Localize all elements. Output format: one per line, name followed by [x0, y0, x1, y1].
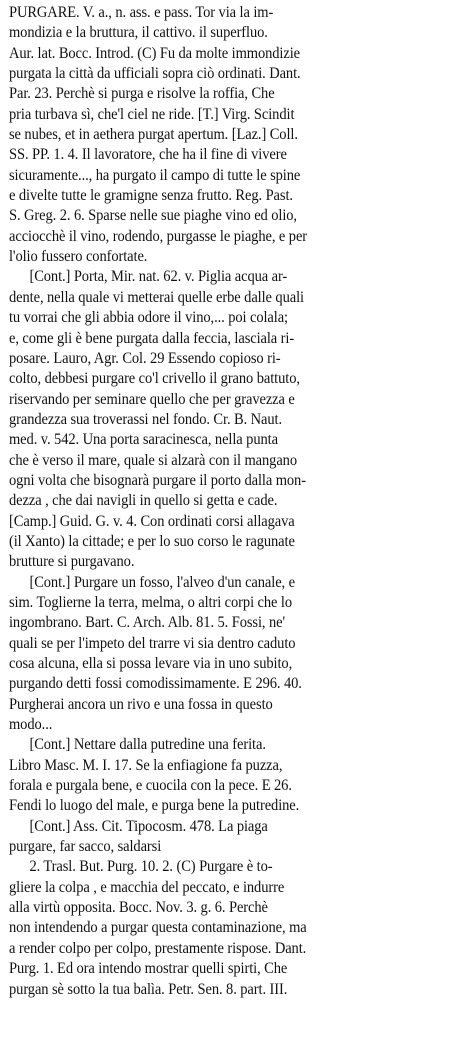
entry-line: gliere la colpa , e macchia del peccato, e indurre: [9, 878, 285, 896]
entry-line: quali se per l'impeto del trarre vi sia dentro caduto: [9, 634, 296, 652]
entry-line: cosa alcuna, ella si possa levare via in uno subito,: [9, 655, 293, 672]
entry-line: a render colpo per colpo, prestamente rispose. Dant.: [9, 939, 307, 957]
entry-line: S. Greg. 2. 6. Sparse nelle sue piaghe vino ed olio,: [9, 207, 297, 225]
entry-line: grandezza sua troverassi nel fondo. Cr. B. Naut.: [9, 410, 283, 428]
entry-line: Purgherai ancora un rivo e una fossa in questo: [9, 695, 273, 713]
entry-line: 2. Trasl. But. Purg. 10. 2. (C) Purgare è to-: [29, 858, 273, 876]
entry-line: [Camp.] Guid. G. v. 4. Con ordinati corsi allagava: [9, 512, 295, 530]
entry-line: sicuramente..., ha purgato il campo di tutte le spine: [9, 166, 301, 184]
entry-line: purgata la città da ufficiali sopra ciò ordinati. Dant.: [9, 65, 301, 83]
entry-line: purgan sè sotto la tua balìa. Petr. Sen. 8. part. III.: [9, 980, 288, 998]
entry-line: e, come gli è bene purgata dalla feccia, lasciala ri-: [9, 329, 295, 347]
entry-line: purgare, far sacco, saldarsi: [9, 838, 162, 856]
entry-line: sim. Toglierne la terra, melma, o altri corpi che lo: [9, 593, 293, 611]
entry-line: [Cont.] Purgare un fosso, l'alveo d'un canale, e: [29, 573, 295, 591]
entry-line: tu vorrai che gli abbia odore il vino,... poi colala;: [9, 309, 288, 327]
entry-line: posare. Lauro, Agr. Col. 29 Essendo copioso ri-: [9, 349, 281, 367]
entry-line: ingombrano. Bart. C. Arch. Alb. 81. 5. Fossi, ne': [9, 614, 286, 632]
entry-line: mondizia e la bruttura, il cattivo. il superfluo.: [9, 24, 268, 42]
entry-line: Par. 23. Perchè si purga e risolve la roffia, Che: [9, 85, 275, 103]
entry-line: SS. PP. 1. 4. Il lavoratore, che ha il fine di vivere: [9, 146, 287, 164]
entry-line: modo...: [9, 716, 53, 734]
entry-line: alla virtù opposita. Bocc. Nov. 3. g. 6. Perchè: [9, 899, 268, 917]
entry-line: non intendendo a purgar questa contaminazione, ma: [9, 919, 307, 937]
entry-line: Fendi lo luogo del male, e purga bene la putredine.: [9, 797, 300, 815]
entry-line: dezza , che dai navigli in quello si getta e cade.: [9, 492, 278, 510]
entry-line: brutture si purgavano.: [9, 553, 135, 571]
entry-line: forala e purgala bene, e cuocila con la pece. E 26.: [9, 777, 292, 795]
entry-line: se nubes, et in aethera purgat apertum. [Laz.] Coll.: [9, 126, 298, 144]
entry-line: [Cont.] Porta, Mir. nat. 62. v. Piglia acqua ar-: [29, 268, 288, 286]
entry-line: purgando detti fossi comodissimamente. E 296. 40.: [9, 675, 302, 693]
entry-line: [Cont.] Nettare dalla putredine una ferita.: [29, 736, 266, 754]
entry-line: (il Xanto) la cittade; e per lo suo corso le ragunate: [9, 532, 295, 550]
entry-line: l'olio fussero confortate.: [9, 248, 148, 266]
entry-line: colto, debbesi purgare co'l crivello il grano battuto,: [9, 370, 300, 388]
entry-line: Purg. 1. Ed ora intendo mostrar quelli spirti, Che: [9, 960, 288, 978]
entry-line: riservando per seminare quello che per gravezza e: [9, 390, 295, 408]
entry-line: med. v. 542. Una porta saracinesca, nella punta: [9, 431, 278, 449]
entry-line: acciocchè il vino, rodendo, purgasse le piaghe, e per: [9, 227, 308, 245]
entry-line: Libro Masc. M. I. 17. Se la enfiagione fa puzza,: [9, 756, 283, 774]
dictionary-entry-purgare: [9, 3, 459, 1000]
entry-line: PURGARE. V. a., n. ass. e pass. Tor via la im-: [9, 4, 274, 21]
entry-line: [Cont.] Ass. Cit. Tipocosm. 478. La piaga: [29, 817, 268, 835]
entry-line: e divelte tutte le gramigne senza frutto. Reg. Past.: [9, 187, 293, 205]
entry-line: che è verso il mare, quale si alzarà con il mangano: [9, 451, 297, 469]
entry-line: ogni volta che bisognarà purgare il porto dalla mon-: [9, 471, 306, 489]
entry-line: pria turbava sì, che'l ciel ne ride. [T.] Virg. Scindit: [9, 105, 295, 123]
entry-line: dente, nella quale vi metterai quelle erbe dalle quali: [9, 288, 304, 306]
entry-line: Aur. lat. Bocc. Introd. (C) Fu da molte immondizie: [9, 44, 300, 62]
